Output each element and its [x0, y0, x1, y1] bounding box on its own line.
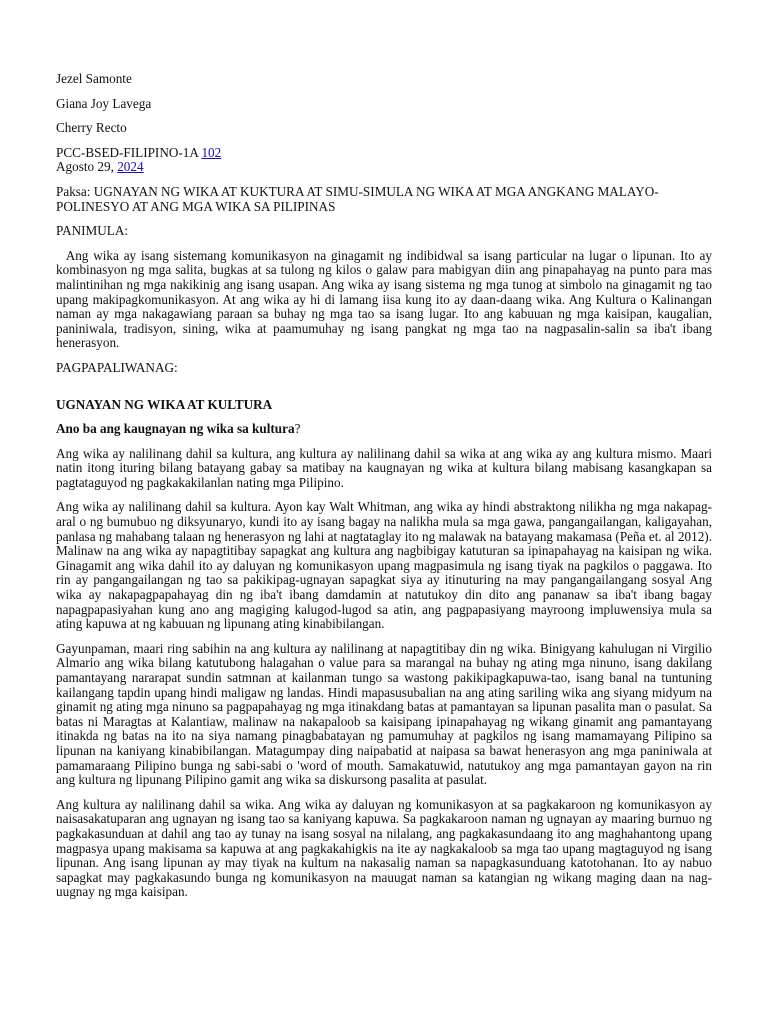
question-mark: ? [294, 421, 301, 437]
intro-label: PANIMULA: [56, 223, 129, 239]
topic-line: Paksa: UGNAYAN NG WIKA AT KUKTURA AT SIMU-SIMULA NG WIKA AT MGA ANGKANG MALAYO-POLINESYO AT ANG MGA WIKA SA PILIPINAS [56, 183, 659, 214]
paragraph-2: Ang wika ay nalilinang dahil sa kultura. Ayon kay Walt Whitman, ang wika ay hindi abstraktong nilikha ng mga nakapag-aral o ng bumubuo ng diksyunaryo, kundi ito ay isang bagay na nalikha mula sa mga gawa, pangangailangan, kaligayahan, panlasa ng mahabang talaan ng henerasyon ng lahi at nagtataglay ito ng malawak na batayang makamasa (Peña et. al 2012). Malinaw na ang wika ay napagtitibay sapagkat ang kultura ang nagbibigay katuturan sa ipinapahayag na kaisipan ng wika. Ginagamit ang wika dahil ito ay daluyan ng komunikasyon upang magpasimula ng isang tiyak na pagkilos o paggawa. Ito rin ay pangangailangan ng tao sa pakikipag-ugnayan sapagkat siya ay itinuturing na may pangangailangang sosyal Ang wika ay nakapagpapahayag din ng iba't ibang damdamin at natutukoy din dito ang pananaw sa iba't ibang bagay napagpapasiyahan kung ano ang magiging kalugod-lugod sa atin, ang pagpapasiyang mayroong impluwensiya mula sa ating kapuwa at ng kabuuan ng lipunang ating kinabibilangan. [56, 499, 712, 632]
intro-paragraph: Ang wika ay isang sistemang komunikasyon na ginagamit ng indibidwal sa isang particular na lugar o lipunan. Ito ay kombinasyon ng mga salita, bugkas at sa tulong ng kilos o galaw para mabigyan diin ang pinapahayag na punto para mas malintinihan ng mga nakikinig ang isang usapan. Ang wika ay isang sistema ng mga tunog at simbolo na ginagamit ng tao upang makipagkomunikasyon. At ang wika ay hi di lamang iisa kung ito ay daan-daang wika. Ang Kultura o Kalinangan naman ay mga nakagawiang paraan sa buhay ng mga tao sa isang lugar. Ito ang kabuuan ng mga kaisipan, kaugalian, paniniwala, tradisyon, sining, wika at paamumuhay ng isang pangkat ng mga tao na nagpasalin-salin sa iba't ibang henerasyon. [56, 247, 716, 351]
date-text: Agosto 29, [56, 159, 118, 175]
paragraph-4: Ang kultura ay nalilinang dahil sa wika. Ang wika ay daluyan ng komunikasyon at sa pagkakaroon ng komunikasyon ay naisasakatuparan ang ugnayan ng isang tao sa kaniyang kapuwa. Sa pagkakaroon naman ng ugnayan ay maaring burnuo ng pagkakasunduan at dahil ang tao ay tunay na isang sosyal na nilalang, ang pagkakasundaang ito ang maghahantong upang magpasya upang makisama sa kapuwa at ang pagkakahigkis na ite ay nagkakaloob sa mga tao upang magtaguyod ng isang lipunan. Ang isang lipunan ay may tiyak na kultum na nakasalig naman sa napagkasunduang katotohanan. Ito ay nabuo sapagkat may pagkakasundo bunga ng komunikasyon na mauugat naman sa katangian ng wikang maging daan na nag-uugnay ng mga kaisipan. [56, 796, 712, 900]
date-line [56, 160, 712, 175]
spacer [56, 386, 712, 398]
year-link[interactable]: 2024 [117, 159, 144, 175]
course-line [56, 146, 712, 161]
paragraph-3: Gayunpaman, maari ring sabihin na ang kultura ay nalilinang at napagtitibay din ng wika. Binigyang kahulugan ni Virgilio Almario ang wika bilang katutubong halagahan o value para sa marangal na buhay ng ating mga ninuno, isang dakilang pamantayang nararapat sundin satmnan at kailanman tungo sa wastong pakikipagkapuwa-tao, isang banal na tuntuning kailangang tapdin upang hindi maligaw ng landas. Hindi mapasusubalian na ang ating sariling wika ang siyang midyum na ginamit ng ating mga ninuno sa pagpapahayag ng mga itinakdang batas at pamantayan sa lipunan pasalita man o pasulat. Sa batas ni Maragtas at Kalantiaw, malinaw na nakapaloob sa kaisipang ipinapahayag ng wikang ginamit ang pamantayang itinakda ng batas na ito na siya namang pinagbabatayan ng pamumuhay at pagkilos ng isang mamamayang Pilipino sa lipunan na kaniyang kinabibilangan. Matagumpay ding naipabatid at naipasa sa bawat henerasyon ang mga paniniwala at pamamaraang Pilipino bunga ng sabi-sabi o 'word of mouth. Samakatuwid, natutukoy ang mga pamantayan gayon na rin ang kultura ng lipunang Pilipino gamit ang wika sa diskursong pasalita at pasulat. [56, 640, 712, 788]
paragraph-1: Ang wika ay nalilinang dahil sa kultura, ang kultura ay nalilinang dahil sa wika at ang wika ay ang kultura mismo. Maari natin itong ituring bilang batayang gabay sa matibay na kaugnayan ng wika at kultura bilang mabisang kasangkapan sa pagtataguyod ng pagkakakilanlan nating mga Pilipino. [56, 445, 712, 490]
explain-label: PAGPAPALIWANAG: [56, 359, 178, 375]
course-code: PCC-BSED-FILIPINO-1A [56, 144, 202, 160]
author-name-3: Cherry Recto [56, 120, 127, 136]
author-name-2: Giana Joy Lavega [56, 95, 152, 111]
question-bold: Ano ba ang kaugnayan ng wika sa kultura [56, 421, 295, 437]
section-heading: UGNAYAN NG WIKA AT KULTURA [56, 396, 273, 412]
question-line [56, 422, 712, 437]
course-link[interactable]: 102 [201, 144, 222, 160]
author-name-1: Jezel Samonte [56, 71, 132, 86]
